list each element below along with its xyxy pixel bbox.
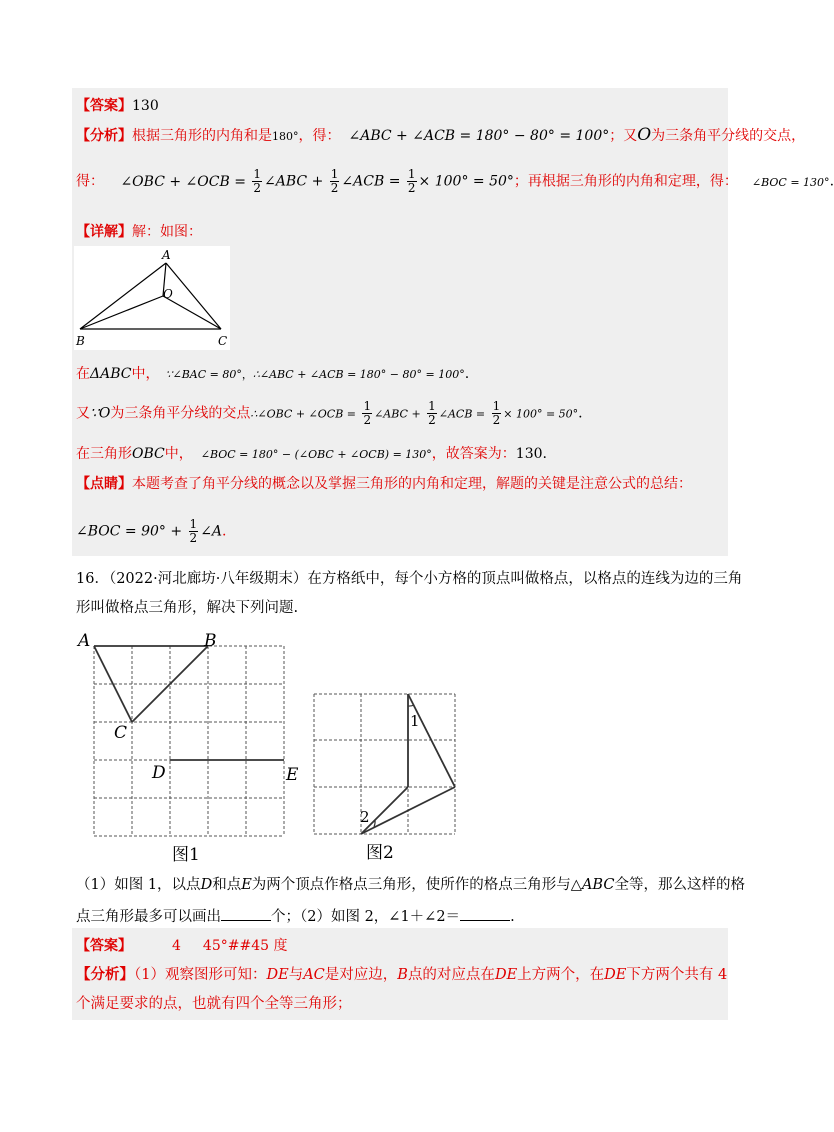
analysis-16-line-2: 个满足要求的点，也就有四个全等三角形； <box>76 996 352 1012</box>
detail-step-1: 在ΔABC中， ∵∠BAC = 80°，∴∠ABC + ∠ACB = 180° − 80° = 100°. <box>76 366 470 382</box>
label-b: B <box>204 631 217 651</box>
analysis-line-1: 【分析】根据三角形的内角和是180°，得： ∠ABC + ∠ACB = 180° − 80° = 100°；又O为三条角平分线的交点， <box>76 125 806 145</box>
label-a: A <box>78 631 91 651</box>
detail-step-2: 又∵O为三条角平分线的交点∴∠OBC + ∠OCB = $\frac{1}{2}$ ∠ABC + $\frac{1}{2}$ ∠ACB = $\frac{1}{2}$ × 100° = 50°. <box>76 399 583 427</box>
answer-blank-1[interactable] <box>221 906 271 921</box>
fraction-half: $\frac{1}{2}$ <box>253 167 262 195</box>
figure-2 <box>304 686 474 866</box>
question-16-part-1: （1）如图 1，以点D和点E为两个顶点作格点三角形，使所作的格点三角形与△ABC全等，那么这样的格 <box>76 877 745 893</box>
fraction-half: $\frac{1}{2}$ <box>407 167 416 195</box>
fraction-half: $\frac{1}{2}$ <box>492 399 501 427</box>
analysis-line-2: 得： ∠OBC + ∠OCB = $\frac{1}{2}$ ∠ABC + $\frac{1}{2}$ ∠ACB = $\frac{1}{2}$ × 100° = 50°；再根据三角形的内角和定理，得： ∠BOC = 130°. <box>76 167 834 195</box>
answer-value: 130 <box>132 98 159 114</box>
label-c: C <box>218 334 228 348</box>
fraction-half: $\frac{1}{2}$ <box>428 399 436 427</box>
figure-1-caption: 图1 <box>172 845 200 865</box>
triangle-figure <box>74 246 230 350</box>
label-o: O <box>163 287 173 301</box>
question-16-line-1: 16．（2022·河北廊坊·八年级期末）在方格纸中，每个小方格的顶点叫做格点，以格点的连线为边的三角 <box>76 571 743 587</box>
label-e: E <box>286 765 299 785</box>
label-b: B <box>76 334 85 348</box>
answer-line-16: 【答案】 4 45°##45 度 <box>76 938 288 954</box>
comment-formula: ∠BOC = 90° + $\frac{1}{2}$ ∠A. <box>76 517 227 545</box>
figure-1 <box>72 628 308 866</box>
analysis-16-line-1: 【分析】（1）观察图形可知：DE与AC是对应边，B点的对应点在DE上方两个，在DE下方两个共有 4 <box>76 966 728 983</box>
comment-line: 【点睛】本题考查了角平分线的概念以及掌握三角形的内角和定理，解题的关键是注意公式的总结： <box>76 476 692 492</box>
angle-label-1: 1 <box>410 712 420 730</box>
fraction-half: $\frac{1}{2}$ <box>363 399 372 427</box>
fraction-half: $\frac{1}{2}$ <box>189 517 198 545</box>
grid-lines-2 <box>314 694 455 834</box>
question-16-part-2: 点三角形最多可以画出 个；（2）如图 2，∠1＋∠2＝ . <box>76 906 515 927</box>
label-c: C <box>114 723 128 743</box>
label-d: D <box>152 763 166 783</box>
answer-blank-2[interactable] <box>460 906 510 921</box>
answer-line-15 <box>76 96 159 116</box>
fraction-half: $\frac{1}{2}$ <box>330 167 339 195</box>
detail-line: 【详解】解：如图： <box>76 224 202 240</box>
answer-tag: 【答案】 <box>76 98 132 114</box>
detail-step-3: 在三角形OBC中， ∠BOC = 180° − (∠OBC + ∠OCB) = 130°，故答案为：130. <box>76 446 547 462</box>
angle-label-2: 2 <box>360 808 370 826</box>
figure-2-caption: 图2 <box>366 843 394 863</box>
label-a: A <box>162 248 171 262</box>
question-16-line-2: 形叫做格点三角形，解决下列问题. <box>76 600 299 616</box>
